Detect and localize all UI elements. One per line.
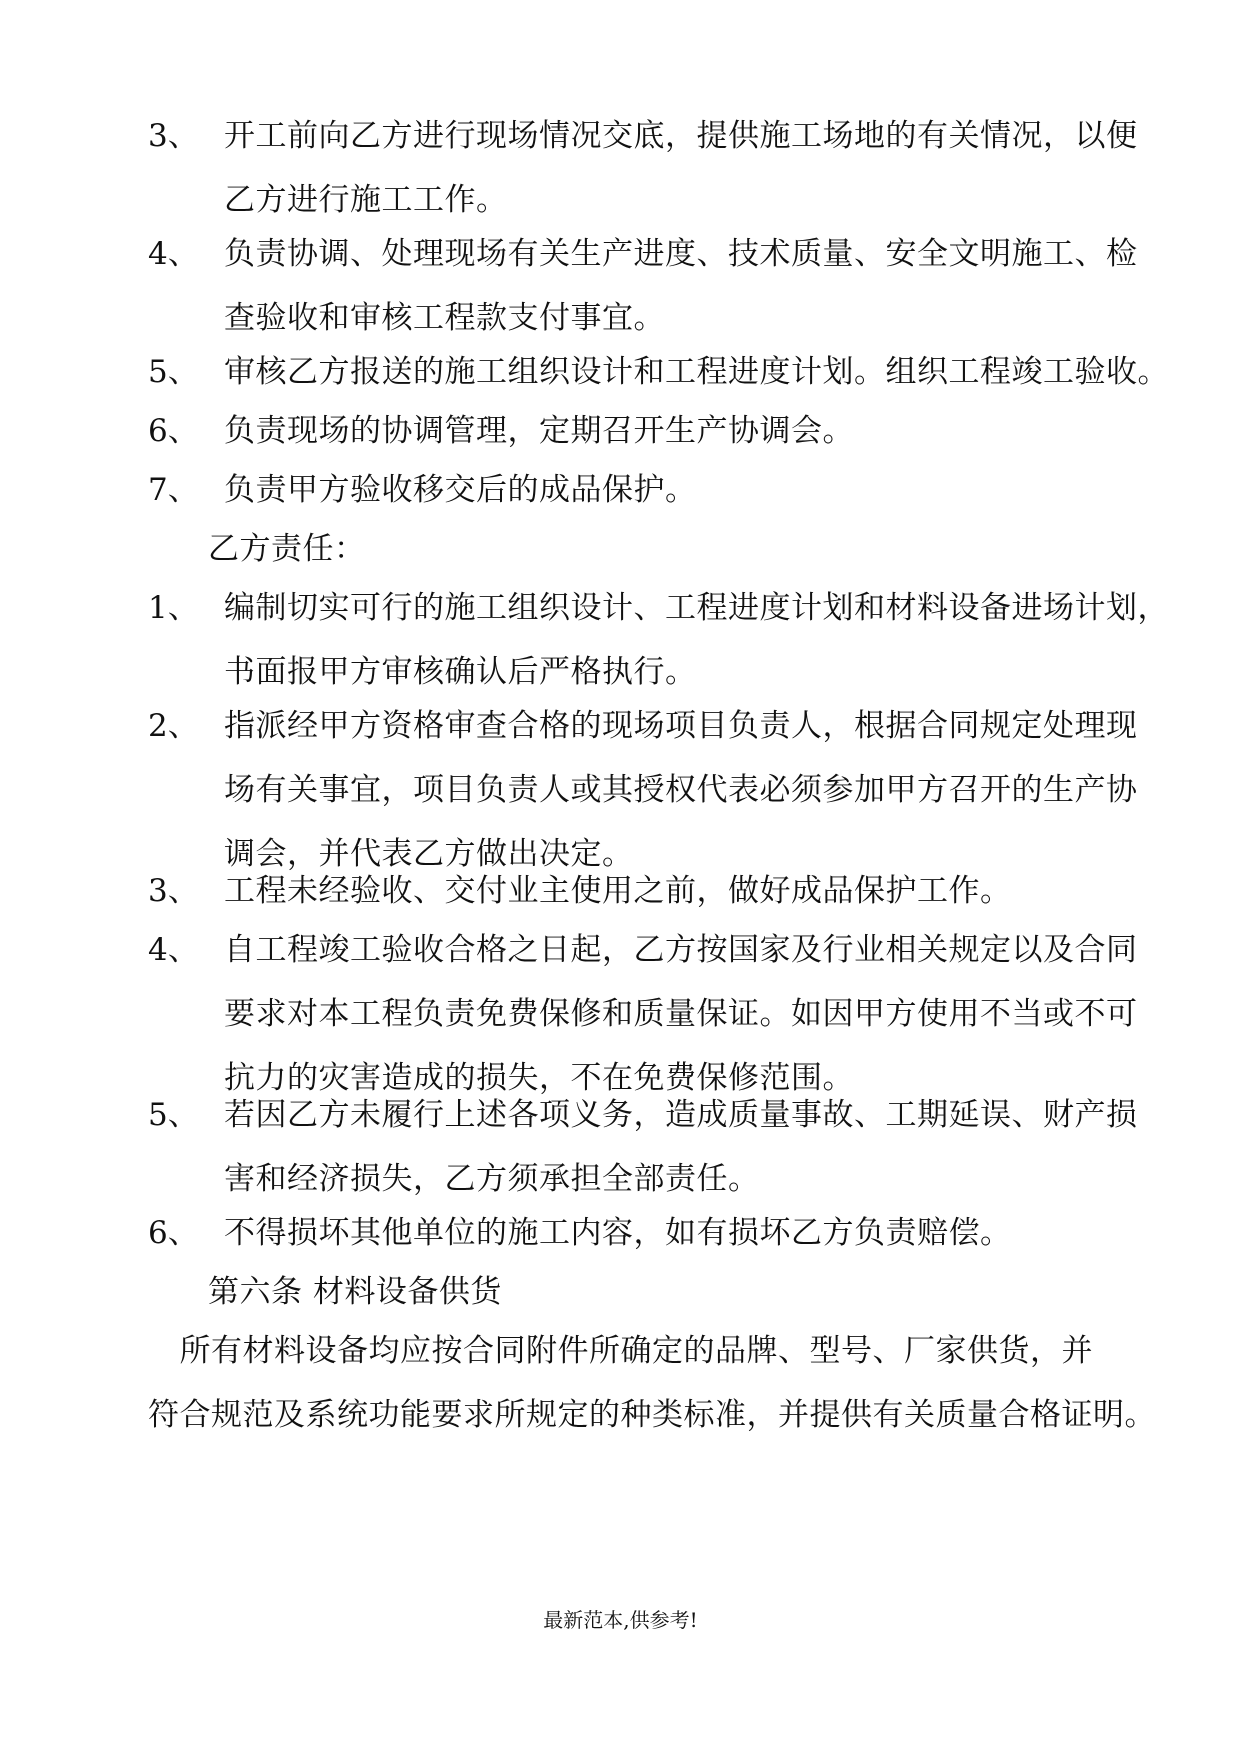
item-number: 6、 (148, 1215, 199, 1251)
item-text (224, 458, 1126, 522)
item-number: 3、 (148, 873, 199, 909)
item-number: 1、 (148, 590, 199, 626)
item-text-line: 负责现场的协调管理，定期召开生产协调会。 (224, 413, 854, 449)
item-text-line: 场有关事宜，项目负责人或其授权代表必须参加甲方召开的生产协 (224, 772, 1138, 808)
item-text (224, 694, 1138, 886)
item-text-line: 开工前向乙方进行现场情况交底，提供施工场地的有关情况，以便 (224, 118, 1138, 154)
item-number: 4、 (148, 932, 199, 968)
item-text (224, 576, 1169, 704)
item-text-line: 不得损坏其他单位的施工内容，如有损坏乙方负责赔偿。 (224, 1215, 1012, 1251)
item-number: 5、 (148, 354, 199, 390)
item-text (224, 918, 1138, 1110)
paragraph-line: 符合规范及系统功能要求所规定的种类标准，并提供有关质量合格证明。 (148, 1397, 1156, 1433)
article-6-body (148, 1319, 1156, 1447)
item-text-line: 调会，并代表乙方做出决定。 (224, 836, 634, 872)
item-text (224, 104, 1138, 232)
item-number: 3、 (148, 118, 199, 154)
item-text-line: 审核乙方报送的施工组织设计和工程进度计划。组织工程竣工验收。 (224, 354, 1169, 390)
item-text-line: 指派经甲方资格审查合格的现场项目负责人，根据合同规定处理现 (224, 708, 1138, 744)
contractor-heading: 乙方责任： (208, 531, 366, 567)
item-text (224, 1201, 1126, 1265)
item-text (224, 340, 1169, 404)
item-text-line: 负责甲方验收移交后的成品保护。 (224, 472, 697, 508)
item-text-line: 若因乙方未履行上述各项义务，造成质量事故、工期延误、财产损 (224, 1097, 1138, 1133)
item-text (224, 1083, 1138, 1211)
article-6-heading: 第六条 材料设备供货 (208, 1274, 502, 1310)
item-text-line: 乙方进行施工工作。 (224, 182, 508, 218)
item-text-line: 负责协调、处理现场有关生产进度、技术质量、安全文明施工、检 (224, 236, 1138, 272)
item-text (224, 222, 1138, 350)
item-text (224, 859, 1126, 923)
item-text-line: 抗力的灾害造成的损失，不在免费保修范围。 (224, 1060, 854, 1096)
item-text-line: 书面报甲方审核确认后严格执行。 (224, 654, 697, 690)
paragraph-line: 所有材料设备均应按合同附件所确定的品牌、型号、厂家供货，并 (148, 1333, 1093, 1369)
item-text (224, 399, 1126, 463)
item-text-line: 害和经济损失，乙方须承担全部责任。 (224, 1161, 760, 1197)
item-text-line: 自工程竣工验收合格之日起，乙方按国家及行业相关规定以及合同 (224, 932, 1138, 968)
item-number: 2、 (148, 708, 199, 744)
item-text-line: 编制切实可行的施工组织设计、工程进度计划和材料设备进场计划， (224, 590, 1169, 626)
item-text-line: 工程未经验收、交付业主使用之前，做好成品保护工作。 (224, 873, 1012, 909)
item-number: 6、 (148, 413, 199, 449)
item-number: 5、 (148, 1097, 199, 1133)
item-text-line: 要求对本工程负责免费保修和质量保证。如因甲方使用不当或不可 (224, 996, 1138, 1032)
page-footer: 最新范本,供参考! (543, 1608, 698, 1632)
item-number: 4、 (148, 236, 199, 272)
item-number: 7、 (148, 472, 199, 508)
item-text-line: 查验收和审核工程款支付事宜。 (224, 300, 665, 336)
